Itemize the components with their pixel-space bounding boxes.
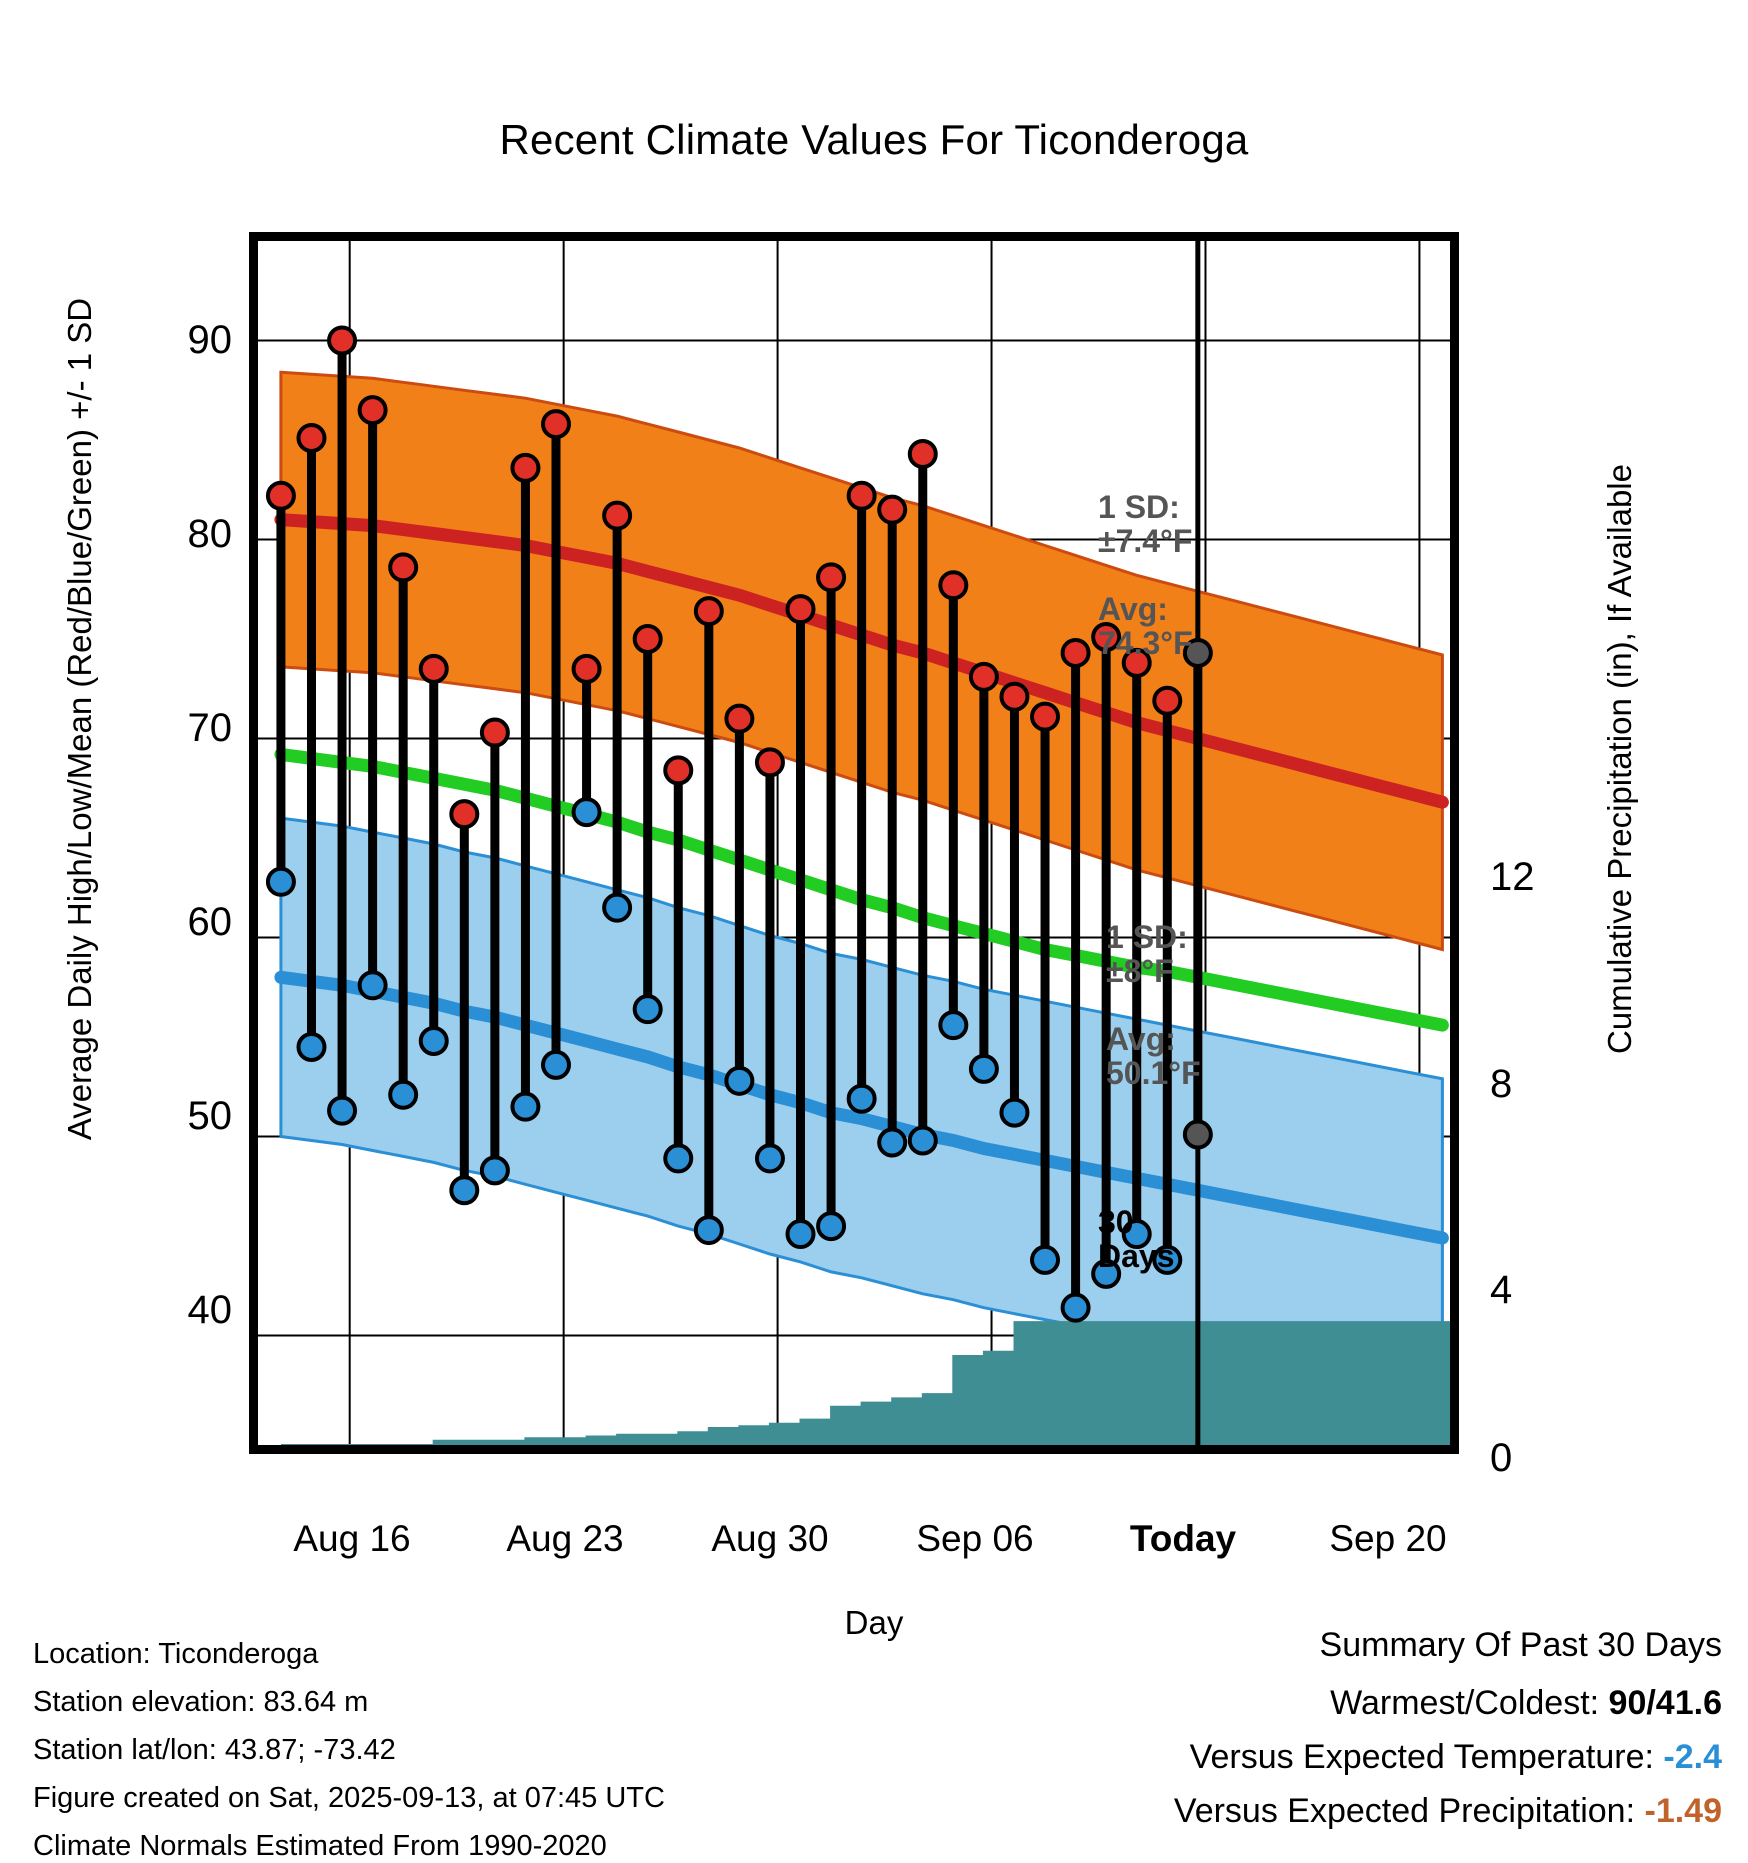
annotation-sd-low-label: 1 SD: bbox=[1106, 919, 1188, 955]
marker-daily-low bbox=[543, 1052, 569, 1078]
annotation-avg-high bbox=[1098, 593, 1193, 660]
annotation-sd-high-label: 1 SD: bbox=[1098, 489, 1180, 525]
marker-daily-high bbox=[1154, 688, 1180, 714]
marker-daily-high bbox=[971, 664, 997, 690]
marker-daily-high bbox=[940, 572, 966, 598]
marker-daily-high bbox=[910, 441, 936, 467]
y-tick-right-3: 0 bbox=[1490, 1436, 1513, 1480]
marker-daily-high bbox=[1032, 704, 1058, 730]
summary-label-vs-temp: Versus Expected Temperature: bbox=[1189, 1738, 1654, 1776]
annotation-precip-window-line1: 30 bbox=[1098, 1204, 1134, 1240]
marker-daily-low bbox=[1032, 1247, 1058, 1273]
marker-daily-low bbox=[635, 996, 661, 1022]
marker-daily-high bbox=[390, 554, 416, 580]
marker-daily-low bbox=[757, 1145, 783, 1171]
marker-daily-high bbox=[451, 801, 477, 827]
marker-daily-low bbox=[910, 1128, 936, 1154]
marker-daily-low bbox=[849, 1086, 875, 1112]
marker-daily-low bbox=[329, 1098, 355, 1124]
marker-daily-high bbox=[543, 411, 569, 437]
marker-daily-low bbox=[451, 1177, 477, 1203]
marker-daily-low bbox=[1001, 1100, 1027, 1126]
marker-daily-low bbox=[1063, 1295, 1089, 1321]
area-cumulative-precipitation bbox=[281, 1322, 1450, 1445]
y-tick-left-4: 50 bbox=[187, 1094, 232, 1138]
marker-daily-low bbox=[726, 1068, 752, 1094]
x-tick-aug-23: Aug 23 bbox=[506, 1518, 624, 1559]
footer-normals: Climate Normals Estimated From 1990-2020 bbox=[33, 1830, 607, 1862]
annotation-avg-low-label: Avg: bbox=[1106, 1021, 1176, 1057]
marker-daily-high bbox=[788, 596, 814, 622]
marker-daily-low bbox=[788, 1221, 814, 1247]
marker-daily-high bbox=[421, 656, 447, 682]
y-tick-right-1: 8 bbox=[1490, 1062, 1513, 1106]
x-tick-today: Today bbox=[1129, 1518, 1237, 1559]
marker-daily-high bbox=[1063, 640, 1089, 666]
marker-daily-low bbox=[604, 895, 630, 921]
y-tick-left-1: 80 bbox=[187, 512, 232, 556]
summary-value-vs-temp: -2.4 bbox=[1663, 1738, 1722, 1776]
y-tick-left-3: 60 bbox=[187, 900, 232, 944]
x-axis-label: Day bbox=[844, 1604, 904, 1641]
y-axis-label-left: Average Daily High/Low/Mean (Red/Blue/Green) +/- 1 SD bbox=[61, 297, 98, 1141]
marker-daily-low bbox=[482, 1157, 508, 1183]
marker-daily-high bbox=[635, 626, 661, 652]
summary-row-vs-temp bbox=[1190, 1738, 1722, 1777]
marker-daily-low bbox=[268, 869, 294, 895]
marker-daily-low bbox=[818, 1213, 844, 1239]
marker-daily-high bbox=[879, 497, 905, 523]
annotation-sd-low bbox=[1106, 921, 1188, 988]
annotation-sd-high bbox=[1098, 491, 1192, 558]
marker-daily-high bbox=[1001, 684, 1027, 710]
y-tick-right-2: 4 bbox=[1490, 1268, 1513, 1312]
marker-daily-high bbox=[298, 425, 324, 451]
annotation-precip-window-line2: Days bbox=[1098, 1237, 1175, 1274]
marker-daily-low bbox=[390, 1082, 416, 1108]
x-tick-sep-06: Sep 06 bbox=[916, 1518, 1034, 1559]
annotation-precip-window bbox=[1098, 1206, 1175, 1273]
y-tick-right-0: 12 bbox=[1490, 855, 1535, 899]
marker-daily-high bbox=[849, 483, 875, 509]
annotation-avg-high-value: 74.3°F bbox=[1098, 624, 1193, 661]
summary-label-warmest-coldest: Warmest/Coldest: bbox=[1330, 1684, 1600, 1722]
marker-daily-high bbox=[757, 749, 783, 775]
marker-daily-high bbox=[329, 328, 355, 354]
marker-daily-high bbox=[482, 720, 508, 746]
x-tick-aug-16: Aug 16 bbox=[293, 1518, 411, 1559]
marker-daily-low bbox=[574, 799, 600, 825]
marker-daily-low bbox=[940, 1012, 966, 1038]
summary-value-warmest-coldest: 90/41.6 bbox=[1608, 1684, 1722, 1722]
marker-daily-high bbox=[574, 656, 600, 682]
page-title: Recent Climate Values For Ticonderoga bbox=[499, 116, 1249, 163]
marker-daily-high bbox=[696, 598, 722, 624]
summary-value-vs-precip: -1.49 bbox=[1644, 1792, 1722, 1830]
chart-plot-area bbox=[249, 232, 1459, 1454]
marker-daily-low bbox=[665, 1145, 691, 1171]
chart-canvas bbox=[258, 241, 1450, 1445]
y-tick-left-0: 90 bbox=[187, 318, 232, 362]
annotation-avg-low-value: 50.1°F bbox=[1106, 1054, 1201, 1091]
marker-daily-high bbox=[818, 564, 844, 590]
marker-daily-low bbox=[971, 1056, 997, 1082]
footer-location: Location: Ticonderoga bbox=[33, 1638, 319, 1670]
summary-row-warmest-coldest bbox=[1330, 1684, 1722, 1723]
marker-daily-high bbox=[268, 483, 294, 509]
annotation-avg-low bbox=[1106, 1023, 1201, 1090]
marker-daily-high bbox=[604, 503, 630, 529]
marker-daily-low bbox=[421, 1028, 447, 1054]
marker-daily-low bbox=[298, 1034, 324, 1060]
marker-daily-high bbox=[665, 757, 691, 783]
marker-daily-low bbox=[879, 1130, 905, 1156]
summary-heading: Summary Of Past 30 Days bbox=[1319, 1626, 1722, 1664]
summary-row-vs-precip bbox=[1174, 1792, 1722, 1831]
footer-latlon: Station lat/lon: 43.87; -73.42 bbox=[33, 1734, 396, 1766]
summary-label-vs-precip: Versus Expected Precipitation: bbox=[1173, 1792, 1636, 1830]
marker-daily-high bbox=[512, 455, 538, 481]
marker-daily-low bbox=[360, 972, 386, 998]
x-tick-sep-20: Sep 20 bbox=[1329, 1518, 1447, 1559]
y-axis-label-right: Cumulative Precipitation (in), If Available bbox=[1601, 464, 1638, 1055]
annotation-sd-low-value: ±8°F bbox=[1106, 952, 1174, 989]
marker-today-low bbox=[1185, 1122, 1211, 1148]
x-tick-aug-30: Aug 30 bbox=[711, 1518, 829, 1559]
y-tick-left-2: 70 bbox=[187, 706, 232, 750]
annotation-sd-high-value: ±7.4°F bbox=[1098, 522, 1193, 559]
annotation-avg-high-label: Avg: bbox=[1098, 591, 1168, 627]
footer-elevation: Station elevation: 83.64 m bbox=[33, 1686, 369, 1718]
marker-daily-low bbox=[696, 1217, 722, 1243]
marker-daily-low bbox=[512, 1094, 538, 1120]
marker-daily-high bbox=[726, 706, 752, 732]
marker-daily-high bbox=[360, 397, 386, 423]
y-tick-left-5: 40 bbox=[187, 1288, 232, 1332]
footer-created: Figure created on Sat, 2025-09-13, at 07:45 UTC bbox=[33, 1782, 665, 1814]
